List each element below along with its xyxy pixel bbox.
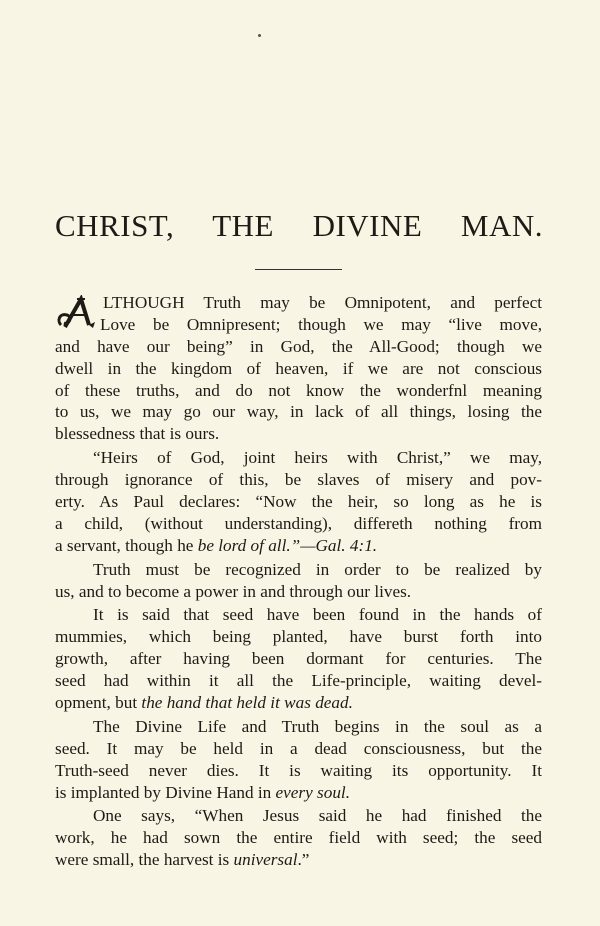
text-line xyxy=(55,292,542,314)
ink-speck xyxy=(258,34,261,37)
text: of these truths, and do not know the wonderfnl meaning xyxy=(55,380,542,400)
text-line xyxy=(55,827,542,849)
text: blessedness that is ours. xyxy=(55,424,220,444)
text: through ignorance of this, be slaves of misery and pov- xyxy=(55,470,542,490)
text-line xyxy=(55,336,542,358)
text: to us, we may go our way, in lack of all things, losing the xyxy=(55,402,542,422)
text-line xyxy=(55,760,542,782)
text: and have our being” in God, the All-Good; though we xyxy=(55,336,542,356)
text-line xyxy=(55,314,542,336)
text: Love be Omnipresent; though we may “live move, xyxy=(100,314,542,334)
text: were small, the harvest is xyxy=(55,850,234,870)
text-line xyxy=(55,670,542,692)
paragraph xyxy=(55,604,542,713)
text: seed. It may be held in a dead consciousness, but the xyxy=(55,738,542,758)
chapter-title: CHRIST, THE DIVINE MAN. xyxy=(55,208,543,243)
text-line xyxy=(55,581,542,603)
text: .” xyxy=(297,850,310,870)
paragraph xyxy=(55,716,542,804)
paragraph xyxy=(55,447,542,556)
text: Truth must be recognized in order to be realized by xyxy=(93,559,542,579)
title-divider xyxy=(255,269,342,270)
text: “Heirs of God, joint heirs with Christ,” we may, xyxy=(93,448,542,468)
text: erty. As Paul declares: “Now the heir, so long as he is xyxy=(55,492,542,512)
text-line xyxy=(55,469,542,491)
text-line xyxy=(55,692,542,714)
paragraph xyxy=(55,559,542,603)
paragraph xyxy=(55,292,542,445)
text: is implanted by Divine Hand in xyxy=(55,782,276,802)
text-line xyxy=(55,648,542,670)
text: opment, but xyxy=(55,693,142,713)
text: seed had within it all the Life-principle, waiting devel- xyxy=(55,671,542,691)
text: One says, “When Jesus said he had finished the xyxy=(93,806,542,826)
text: growth, after having been dormant for centuries. The xyxy=(55,649,542,669)
text-line xyxy=(55,782,542,804)
text-line xyxy=(55,604,542,626)
text: a child, (without understanding), differeth nothing from xyxy=(55,513,542,533)
italic-text: every soul. xyxy=(275,782,350,802)
text: The Divine Life and Truth begins in the soul as a xyxy=(93,716,542,736)
text-line xyxy=(55,535,542,557)
text-line xyxy=(55,626,542,648)
text-line xyxy=(55,716,542,738)
italic-text: be lord of all.”—Gal. 4:1. xyxy=(197,535,378,555)
text: dwell in the kingdom of heaven, if we are not conscious xyxy=(55,358,542,378)
text: work, he had sown the entire field with seed; the seed xyxy=(55,828,542,848)
italic-text: universal xyxy=(233,850,298,870)
text-line xyxy=(55,401,542,423)
text-line xyxy=(55,738,542,760)
text-line xyxy=(55,380,542,402)
text-line xyxy=(55,805,542,827)
text-line xyxy=(55,358,542,380)
text-line xyxy=(55,447,542,469)
text-line xyxy=(55,491,542,513)
text: a servant, though he xyxy=(55,535,198,555)
text-line xyxy=(55,559,542,581)
text: us, and to become a power in and through our lives. xyxy=(55,581,412,601)
text: LTHOUGH Truth may be Omnipotent, and perfect xyxy=(103,293,542,312)
italic-text: the hand that held it was dead. xyxy=(141,693,353,713)
text: Truth-seed never dies. It is waiting its opportunity. It xyxy=(55,760,542,780)
text-line xyxy=(55,849,542,871)
text-line xyxy=(55,513,542,535)
body-text xyxy=(55,292,542,871)
text: mummies, which being planted, have burst forth into xyxy=(55,627,542,647)
paragraph xyxy=(55,805,542,871)
text: It is said that seed have been found in the hands of xyxy=(93,605,542,625)
text-line xyxy=(55,423,542,445)
